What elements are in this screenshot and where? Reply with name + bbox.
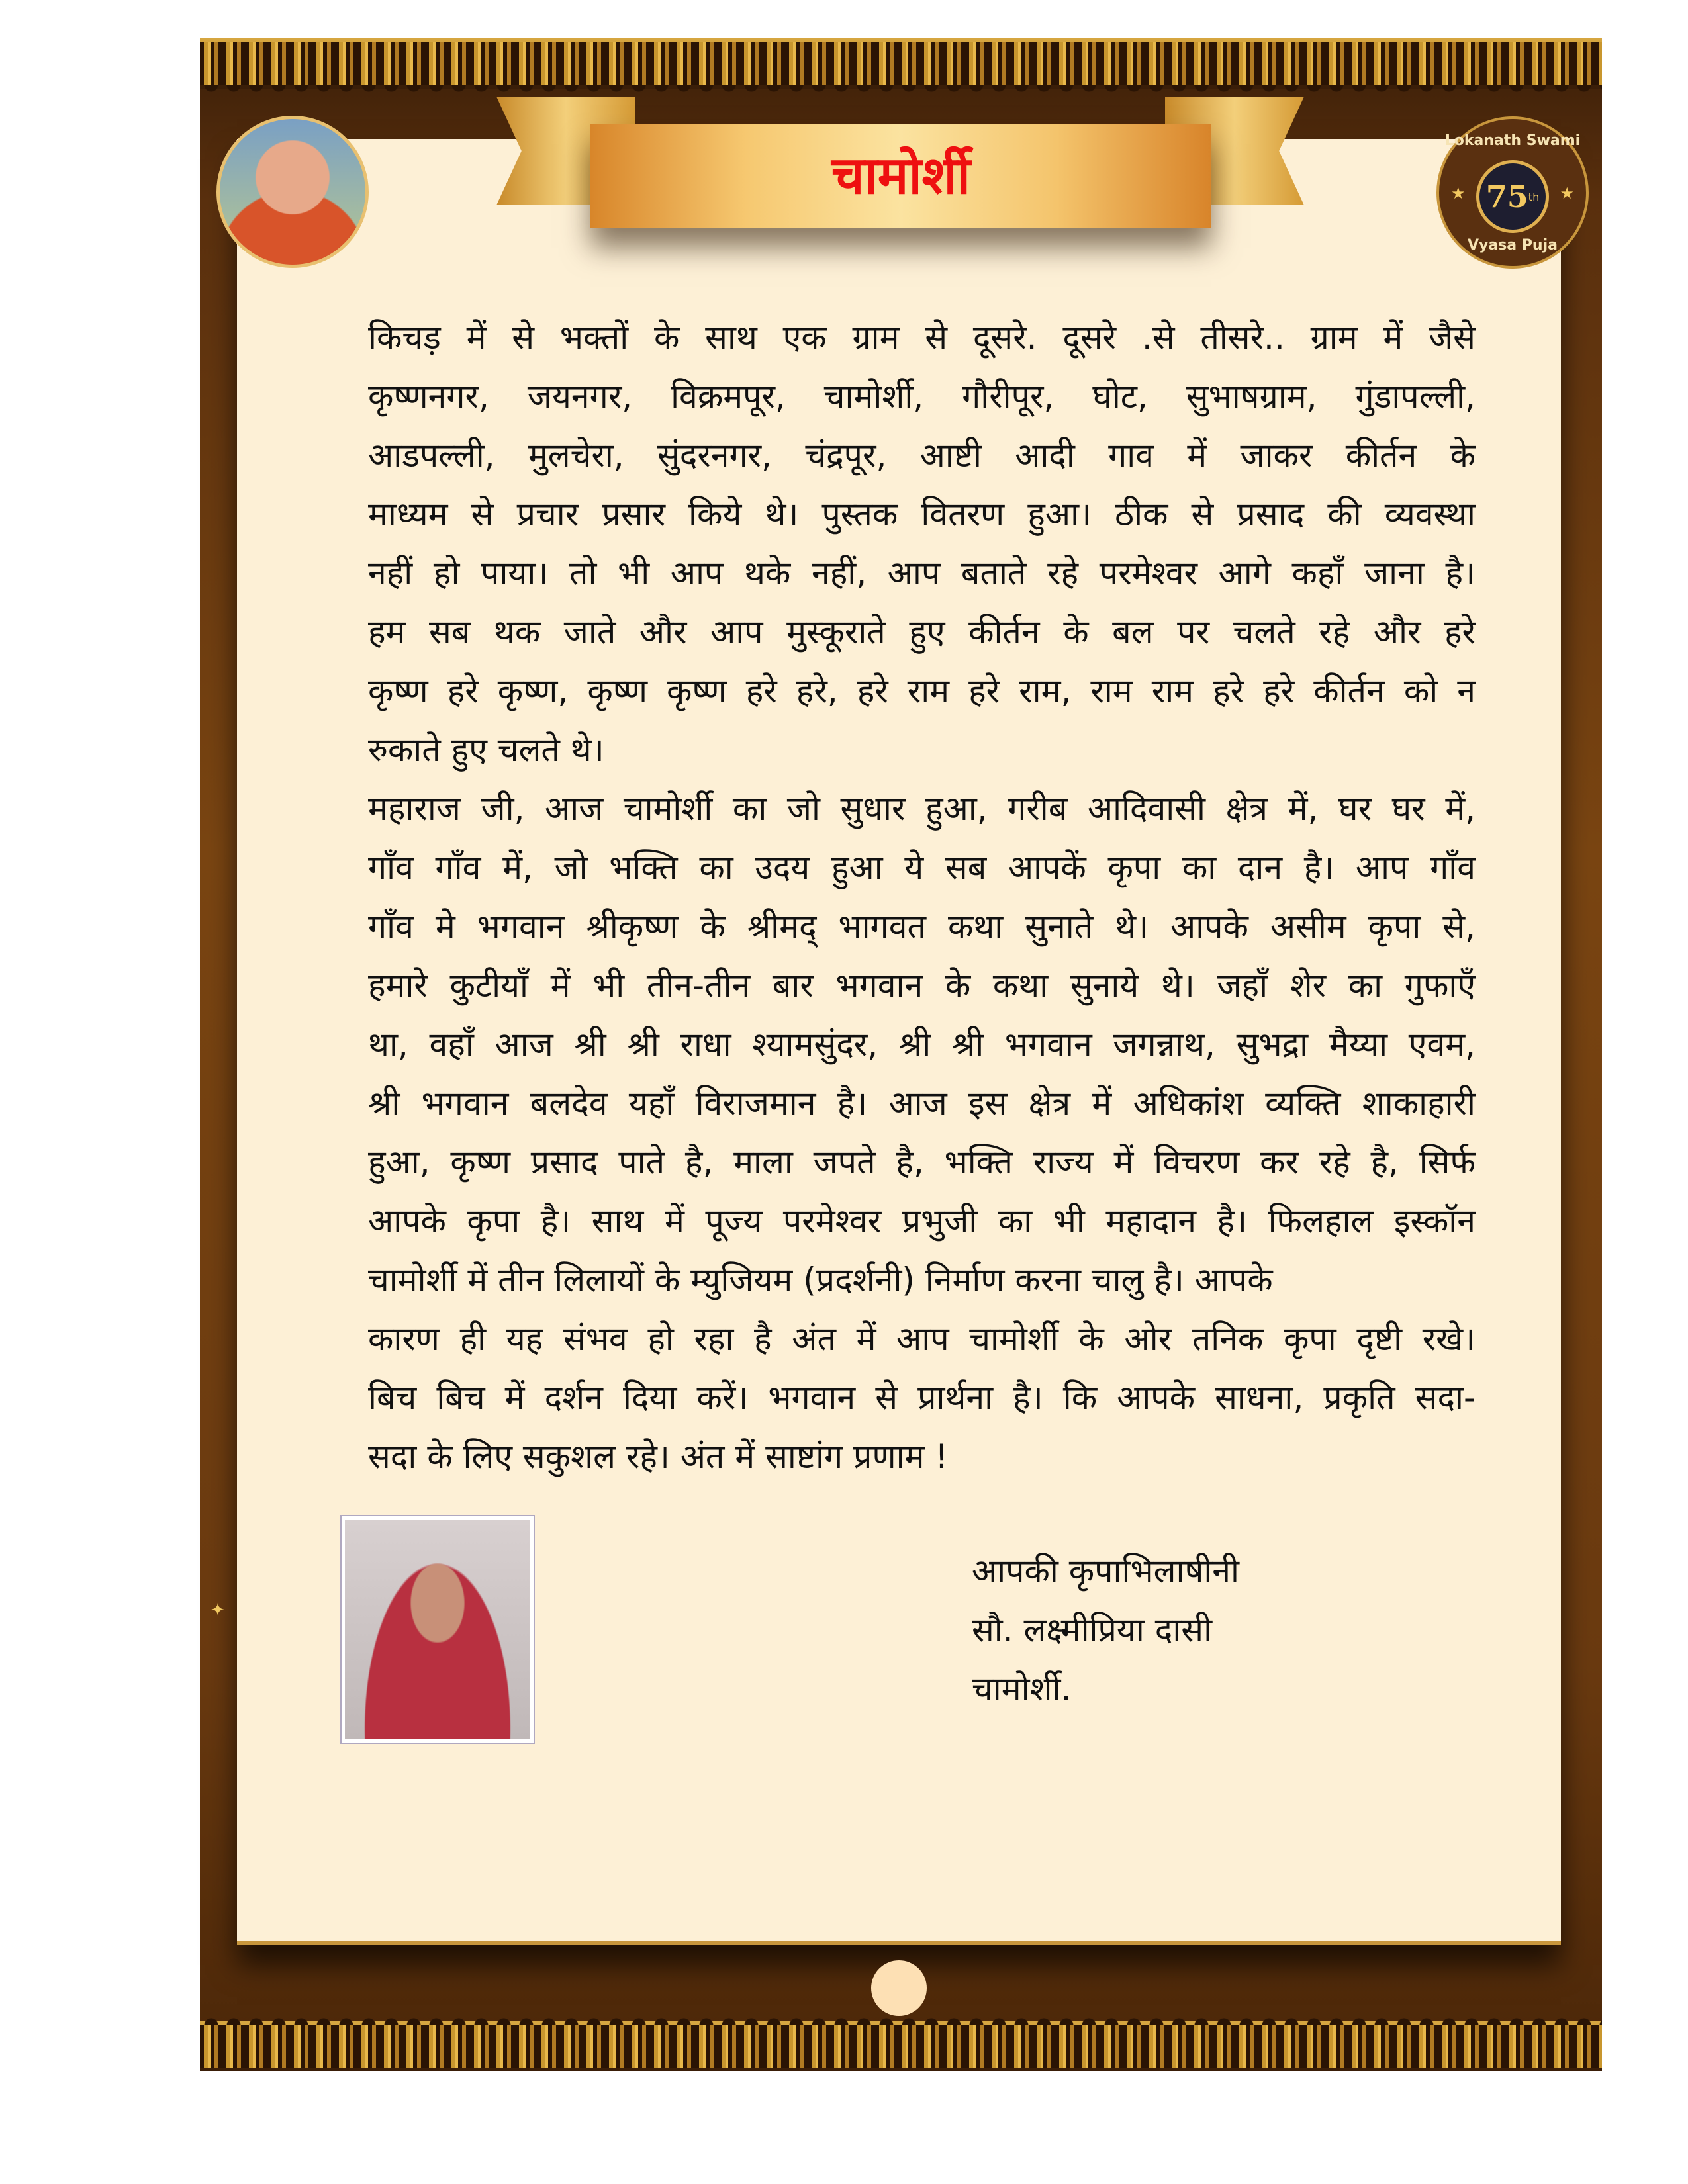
letter-line: बिच बिच में दर्शन दिया करें। भगवान से प्रार्थना है। कि आपके साधना, प्रकृति सदा-	[368, 1379, 1476, 1417]
top-border-pattern	[200, 38, 1602, 89]
letter-line: श्री भगवान बलदेव यहाँ विराजमान है। आज इस क्षेत्र में अधिकांश व्यक्ति शाकाहारी	[368, 1084, 1476, 1122]
letter-line: रुकाते हुए चलते थे।	[368, 731, 604, 769]
bottom-border-pattern	[200, 2021, 1602, 2071]
letter-line: हमारे कुटीयाँ में भी तीन-तीन बार भगवान के कथा सुनाये थे। जहाँ शेर का गुफाएँ	[368, 966, 1476, 1005]
letter-line: कृष्ण हरे कृष्ण, कृष्ण कृष्ण हरे हरे, हरे राम हरे राम, राम राम हरे हरे कीर्तन को न	[368, 672, 1476, 710]
author-photo	[342, 1516, 534, 1743]
badge-suffix: th	[1528, 190, 1540, 203]
letter-line: कारण ही यह संभव हो रहा है अंत में आप चामोर्शी के ओर तनिक कृपा दृष्टी रखे।	[368, 1320, 1476, 1358]
letter-body	[368, 308, 1476, 1486]
badge-seal	[1476, 160, 1549, 233]
sparkle-icon: ✦	[211, 1600, 225, 1620]
letter-line: आडपल्ली, मुलचेरा, सुंदरनगर, चंद्रपूर, आष्टी आदी गाव में जाकर कीर्तन के	[368, 436, 1476, 475]
letter-line: हम सब थक जाते और आप मुस्कूराते हुए कीर्तन के बल पर चलते रहे और हरे	[368, 613, 1476, 651]
letter-line: महाराज जी, आज चामोर्शी का जो सुधार हुआ, गरीब आदिवासी क्षेत्र में, घर घर में,	[368, 790, 1476, 828]
letter-line: माध्यम से प्रचार प्रसार किये थे। पुस्तक वितरण हुआ। ठीक से प्रसाद की व्यवस्था	[368, 495, 1476, 533]
star-icon: ★	[1560, 184, 1574, 203]
badge-top-text: Lokanath Swami	[1444, 132, 1581, 149]
letter-line: चामोर्शी में तीन लिलायों के म्युजियम (प्रदर्शनी) निर्माण करना चालु है। आपके	[368, 1261, 1273, 1299]
vyasa-puja-badge-logo	[1436, 116, 1589, 269]
letter-line: गाँव गाँव में, जो भक्ति का उदय हुआ ये सब आपकें कृपा का दान है। आप गाँव	[368, 848, 1476, 887]
signature-closing: आपकी कृपाभिलाषीनी	[972, 1552, 1239, 1590]
signature-place: चामोर्शी.	[972, 1670, 1072, 1708]
letter-line: सदा के लिए सकुशल रहे। अंत में साष्टांग प्रणाम !	[368, 1437, 949, 1476]
letter-line: कृष्णनगर, जयनगर, विक्रमपूर, चामोर्शी, गौरीपूर, घोट, सुभाषग्राम, गुंडापल्ली,	[368, 377, 1476, 416]
title-ribbon	[590, 124, 1211, 228]
letter-line: था, वहाँ आज श्री श्री राधा श्यामसुंदर, श्री श्री भगवान जगन्नाथ, सुभद्रा मैय्या एवम,	[368, 1025, 1476, 1064]
star-icon: ★	[1451, 184, 1466, 203]
letter-line: नहीं हो पाया। तो भी आप थके नहीं, आप बताते रहे परमेश्वर आगे कहाँ जाना है।	[368, 554, 1476, 592]
guru-portrait	[216, 116, 369, 268]
letter-line: हुआ, कृष्ण प्रसाद पाते है, माला जपते है, भक्ति राज्य में विचरण कर रहे है, सिर्फ	[368, 1143, 1476, 1181]
letter-line: गाँव मे भगवान श्रीकृष्ण के श्रीमद् भागवत कथा सुनाते थे। आपके असीम कृपा से,	[368, 907, 1476, 946]
decorative-oval	[871, 1960, 927, 2016]
page-title: चामोर्शी	[831, 146, 970, 206]
letter-line: आपके कृपा है। साथ में पूज्य परमेश्वर प्रभुजी का भी महादान है। फिलहाल इस्कॉन	[368, 1202, 1476, 1240]
letter-line: किचड़ में से भक्तों के साथ एक ग्राम से दूसरे. दूसरे .से तीसरे.. ग्राम में जैसे	[368, 318, 1476, 357]
badge-number: 75	[1485, 179, 1528, 214]
badge-bottom-text: Vyasa Puja	[1468, 237, 1558, 253]
signature-block	[972, 1542, 1239, 1719]
signature-name: सौ. लक्ष्मीप्रिया दासी	[972, 1611, 1213, 1649]
